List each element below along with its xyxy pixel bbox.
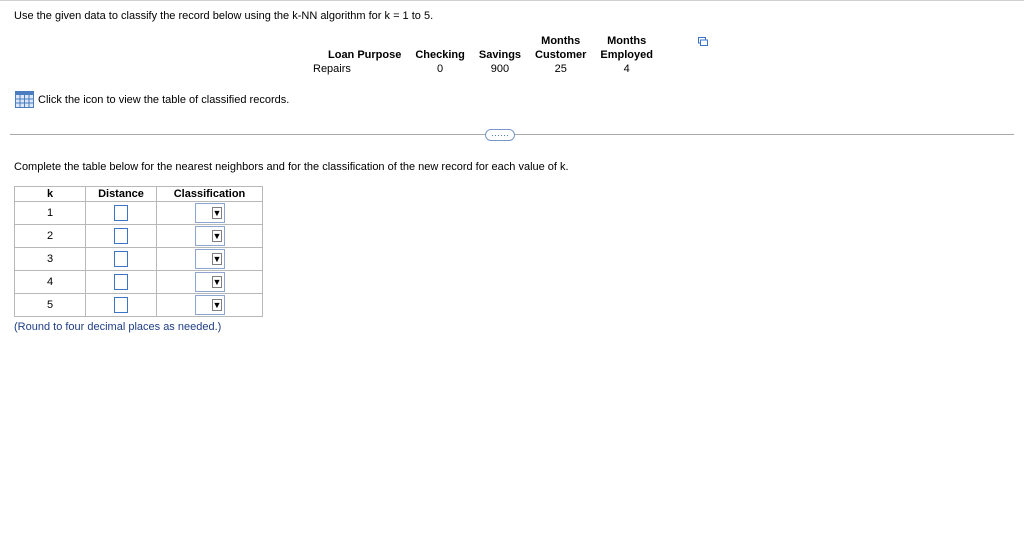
table-row (15, 225, 263, 248)
top-border (0, 0, 1024, 1)
classification-cell (157, 202, 263, 225)
header-distance: Distance (86, 187, 157, 202)
classification-dropdown[interactable] (195, 272, 225, 292)
record-table (306, 34, 660, 76)
distance-input[interactable] (114, 274, 128, 290)
record-header-checking: Checking (415, 49, 465, 61)
record-header-row (306, 34, 660, 62)
classification-cell (157, 225, 263, 248)
record-value-months-employed: 4 (623, 63, 630, 75)
record-header-loan-purpose: Loan Purpose (328, 49, 402, 61)
table-grid-icon[interactable] (15, 91, 34, 108)
dropdown-arrow-icon: ▼ (212, 254, 222, 264)
nearest-neighbor-table (14, 186, 263, 317)
header-classification: Classification (157, 187, 263, 202)
distance-cell (86, 271, 157, 294)
table-row (15, 202, 263, 225)
expand-more-button[interactable]: …… (485, 129, 515, 141)
k-value: 2 (15, 225, 86, 248)
classification-cell (157, 271, 263, 294)
record-header-months-customer: Months Customer (535, 35, 587, 61)
distance-cell (86, 294, 157, 317)
distance-input[interactable] (114, 297, 128, 313)
record-value-savings: 900 (490, 63, 510, 75)
record-value-loan-purpose: Repairs (313, 63, 351, 75)
question-text: Use the given data to classify the record below using the k-NN algorithm for k = 1 to 5. (14, 10, 434, 22)
classified-records-note (15, 91, 289, 108)
distance-cell (86, 225, 157, 248)
distance-input[interactable] (114, 205, 128, 221)
distance-input[interactable] (114, 251, 128, 267)
distance-cell (86, 248, 157, 271)
k-value: 3 (15, 248, 86, 271)
record-value-months-customer: 25 (554, 63, 567, 75)
table-prompt: Complete the table below for the nearest neighbors and for the classification of the new record for each value of k. (14, 161, 569, 173)
classification-dropdown[interactable] (195, 295, 225, 315)
dropdown-arrow-icon: ▼ (212, 300, 222, 310)
record-value-row (306, 62, 660, 76)
table-row (15, 294, 263, 317)
dropdown-arrow-icon: ▼ (212, 277, 222, 287)
rounding-note: (Round to four decimal places as needed.) (14, 321, 222, 333)
table-row (15, 248, 263, 271)
k-value: 4 (15, 271, 86, 294)
record-header-savings: Savings (478, 49, 522, 61)
note-text: Click the icon to view the table of classified records. (38, 93, 290, 106)
dropdown-arrow-icon: ▼ (212, 208, 222, 218)
record-header-months-employed: Months Employed (600, 35, 653, 61)
header-k: k (15, 187, 86, 202)
distance-input[interactable] (114, 228, 128, 244)
classification-cell (157, 294, 263, 317)
k-value: 1 (15, 202, 86, 225)
table-row (15, 271, 263, 294)
record-value-checking: 0 (437, 63, 444, 75)
k-value: 5 (15, 294, 86, 317)
classification-dropdown[interactable] (195, 249, 225, 269)
classification-cell (157, 248, 263, 271)
nn-header-row (15, 187, 263, 202)
classification-dropdown[interactable] (195, 226, 225, 246)
classification-dropdown[interactable] (195, 203, 225, 223)
distance-cell (86, 202, 157, 225)
dropdown-arrow-icon: ▼ (212, 231, 222, 241)
copy-icon[interactable] (698, 37, 708, 46)
